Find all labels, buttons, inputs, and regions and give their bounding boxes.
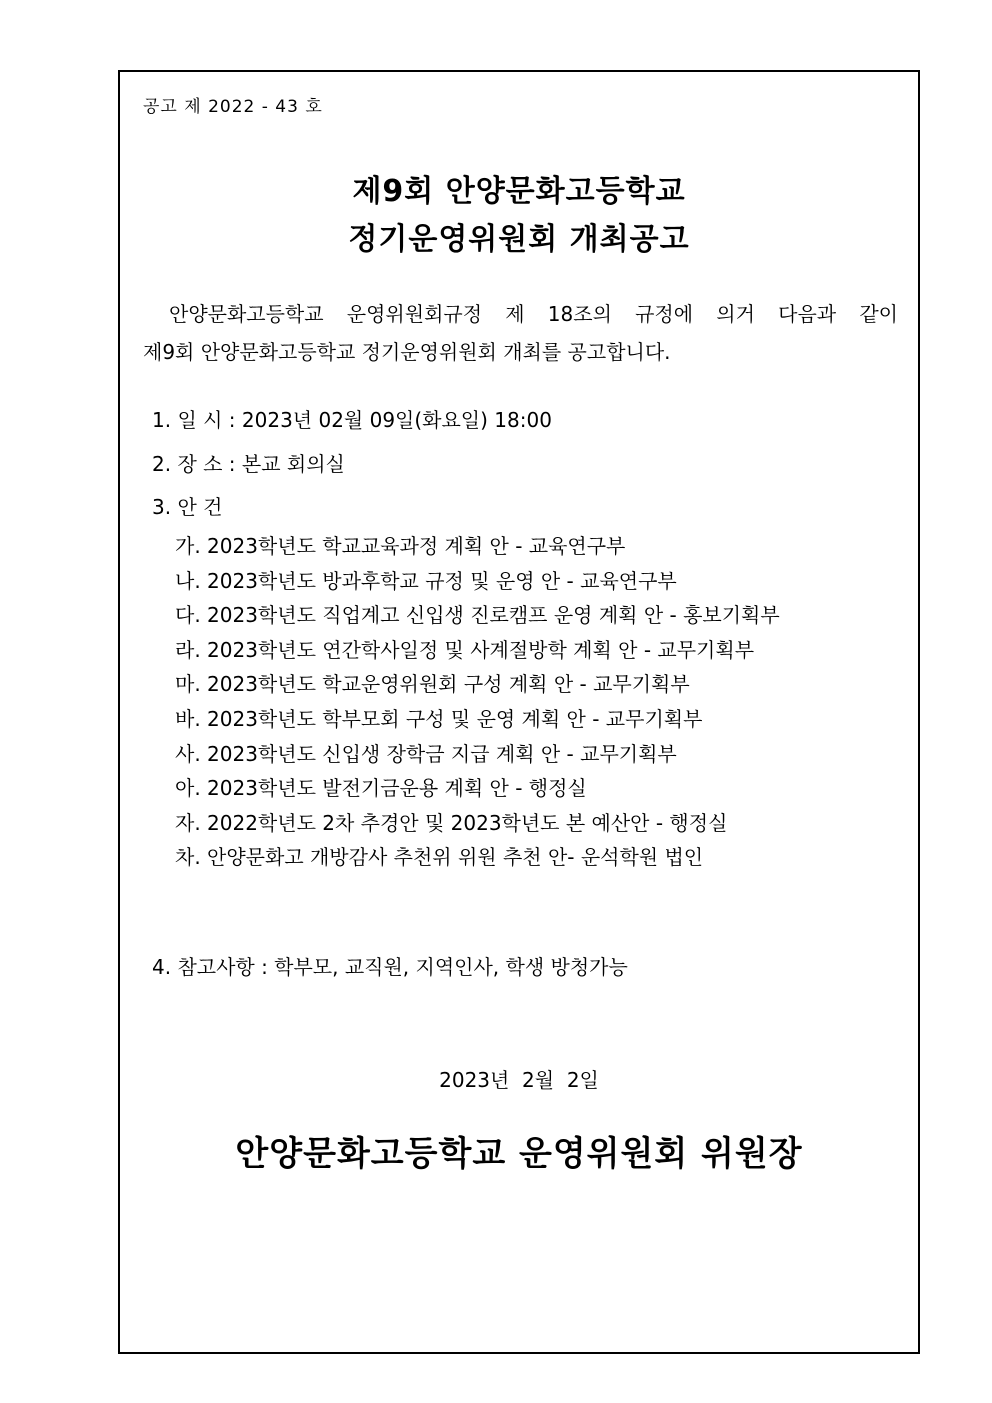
agenda-item: 바. 2023학년도 학부모회 구성 및 운영 계획 안 - 교무기획부 <box>175 706 703 731</box>
intro-line-2: 제9회 안양문화고등학교 정기운영위원회 개최를 공고합니다. <box>143 340 671 364</box>
item-notes: 4. 참고사항 : 학부모, 교직원, 지역인사, 학생 방청가능 <box>152 955 628 979</box>
agenda-item: 마. 2023학년도 학교운영위원회 구성 계획 안 - 교무기획부 <box>175 672 690 697</box>
item-agenda-heading: 3. 안 건 <box>152 495 223 519</box>
agenda-item: 아. 2023학년도 발전기금운용 계획 안 - 행정실 <box>175 776 587 801</box>
agenda-item: 나. 2023학년도 방과후학교 규정 및 운영 안 - 교육연구부 <box>175 568 677 593</box>
item-datetime: 1. 일 시 : 2023년 02월 09일(화요일) 18:00 <box>152 408 552 432</box>
agenda-item: 가. 2023학년도 학교교육과정 계획 안 - 교육연구부 <box>175 534 626 558</box>
notice-number: 공고 제 2022 - 43 호 <box>143 97 323 117</box>
notice-date: 2023년 2월 2일 <box>439 1068 599 1092</box>
agenda-list <box>175 533 780 879</box>
signer: 안양문화고등학교 운영위원회 위원장 <box>235 1134 803 1174</box>
agenda-item: 라. 2023학년도 연간학사일정 및 사계절방학 계획 안 - 교무기획부 <box>175 637 755 662</box>
intro-line-1: 안양문화고등학교 운영위원회규정 제 18조의 규정에 의거 다음과 같이 <box>169 302 898 326</box>
title-line-1: 제9회 안양문화고등학교 <box>352 174 686 209</box>
title-line-2: 정기운영위원회 개최공고 <box>348 222 690 257</box>
agenda-item: 차. 안양문화고 개방감사 추천위 위원 추천 안- 운석학원 법인 <box>175 845 704 870</box>
item-place: 2. 장 소 : 본교 회의실 <box>152 452 345 476</box>
agenda-item: 다. 2023학년도 직업계고 신입생 진로캠프 운영 계획 안 - 홍보기획부 <box>175 603 780 628</box>
agenda-item: 사. 2023학년도 신입생 장학금 지급 계획 안 - 교무기획부 <box>175 741 677 766</box>
agenda-item: 자. 2022학년도 2차 추경안 및 2023학년도 본 예산안 - 행정실 <box>175 810 728 835</box>
